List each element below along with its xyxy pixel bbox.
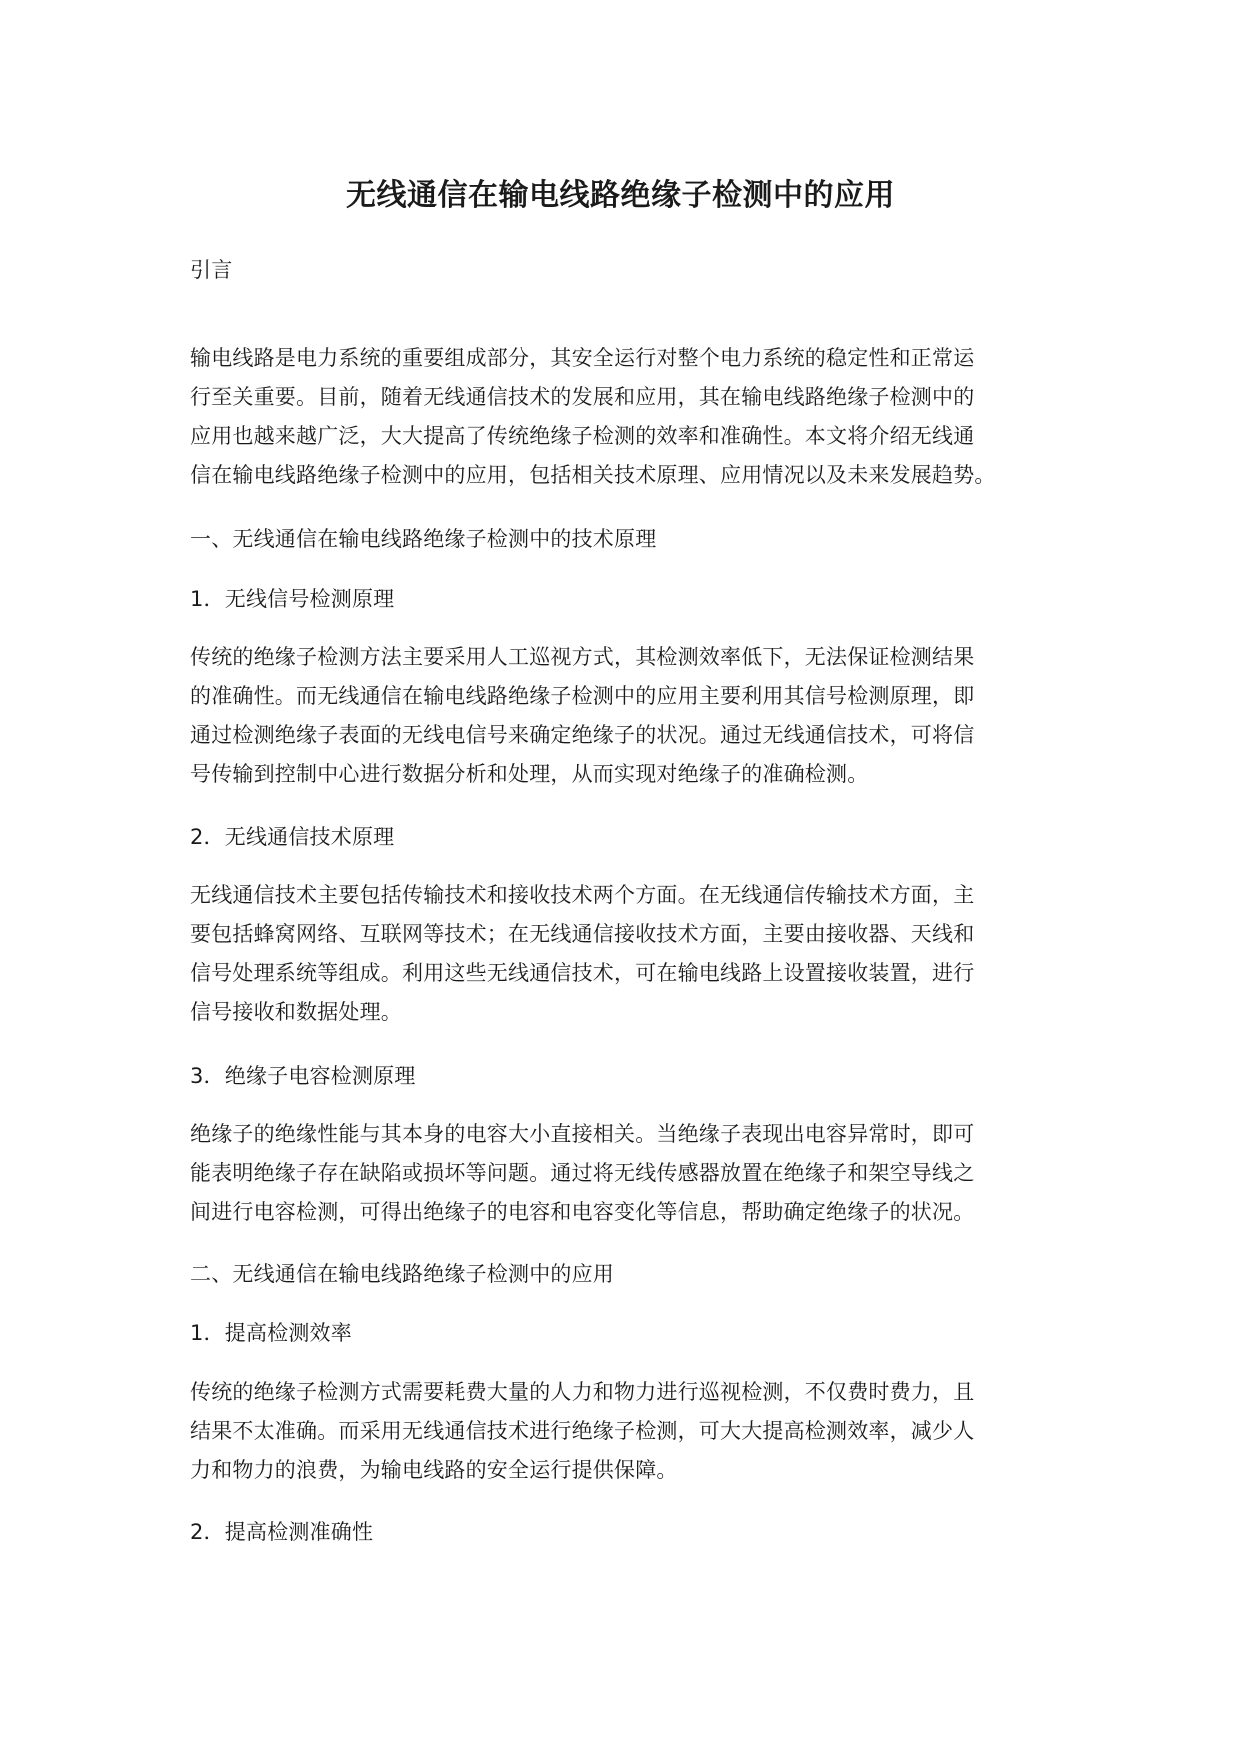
section-2-item-1-paragraph xyxy=(190,1373,1070,1490)
section-2-item-2-heading: 2．提高检测准确性 xyxy=(190,1520,374,1544)
paragraph-line: 传统的绝缘子检测方法主要采用人工巡视方式，其检测效率低下，无法保证检测结果 xyxy=(190,645,975,669)
section-1-item-1-paragraph xyxy=(190,638,1070,794)
paragraph-line: 要包括蜂窝网络、互联网等技术；在无线通信接收技术方面，主要由接收器、天线和 xyxy=(190,922,975,946)
intro-paragraph xyxy=(190,339,1070,495)
paragraph-line: 间进行电容检测，可得出绝缘子的电容和电容变化等信息，帮助确定绝缘子的状况。 xyxy=(190,1200,975,1224)
section-1-item-3-heading: 3．绝缘子电容检测原理 xyxy=(190,1064,416,1088)
section-1-item-2-heading: 2．无线通信技术原理 xyxy=(190,825,395,849)
paragraph-line: 信号处理系统等组成。利用这些无线通信技术，可在输电线路上设置接收装置，进行 xyxy=(190,961,975,985)
section-2-heading: 二、无线通信在输电线路绝缘子检测中的应用 xyxy=(190,1262,614,1286)
paragraph-line: 号传输到控制中心进行数据分析和处理，从而实现对绝缘子的准确检测。 xyxy=(190,762,869,786)
paragraph-line: 结果不太准确。而采用无线通信技术进行绝缘子检测，可大大提高检测效率，减少人 xyxy=(190,1419,975,1443)
paragraph-line: 力和物力的浪费，为输电线路的安全运行提供保障。 xyxy=(190,1458,678,1482)
document-title: 无线通信在输电线路绝缘子检测中的应用 xyxy=(346,178,895,213)
paragraph-line: 信在输电线路绝缘子检测中的应用，包括相关技术原理、应用情况以及未来发展趋势。 xyxy=(190,463,996,487)
paragraph-line: 行至关重要。目前，随着无线通信技术的发展和应用，其在输电线路绝缘子检测中的 xyxy=(190,385,975,409)
paragraph-line: 传统的绝缘子检测方式需要耗费大量的人力和物力进行巡视检测，不仅费时费力，且 xyxy=(190,1380,975,1404)
paragraph-line: 信号接收和数据处理。 xyxy=(190,1000,402,1024)
section-1-item-2-paragraph xyxy=(190,876,1070,1032)
paragraph-line: 能表明绝缘子存在缺陷或损坏等问题。通过将无线传感器放置在绝缘子和架空导线之 xyxy=(190,1161,975,1185)
section-1-item-1-heading: 1．无线信号检测原理 xyxy=(190,587,395,611)
paragraph-line: 绝缘子的绝缘性能与其本身的电容大小直接相关。当绝缘子表现出电容异常时，即可 xyxy=(190,1122,975,1146)
paragraph-line: 通过检测绝缘子表面的无线电信号来确定绝缘子的状况。通过无线通信技术，可将信 xyxy=(190,723,975,747)
paragraph-line: 的准确性。而无线通信在输电线路绝缘子检测中的应用主要利用其信号检测原理，即 xyxy=(190,684,975,708)
paragraph-line: 无线通信技术主要包括传输技术和接收技术两个方面。在无线通信传输技术方面，主 xyxy=(190,883,975,907)
paragraph-line: 应用也越来越广泛，大大提高了传统绝缘子检测的效率和准确性。本文将介绍无线通 xyxy=(190,424,975,448)
intro-heading: 引言 xyxy=(190,258,233,282)
section-2-item-1-heading: 1．提高检测效率 xyxy=(190,1321,352,1345)
paragraph-line: 输电线路是电力系统的重要组成部分，其安全运行对整个电力系统的稳定性和正常运 xyxy=(190,346,975,370)
section-1-heading: 一、无线通信在输电线路绝缘子检测中的技术原理 xyxy=(190,527,657,551)
section-1-item-3-paragraph xyxy=(190,1115,1070,1232)
